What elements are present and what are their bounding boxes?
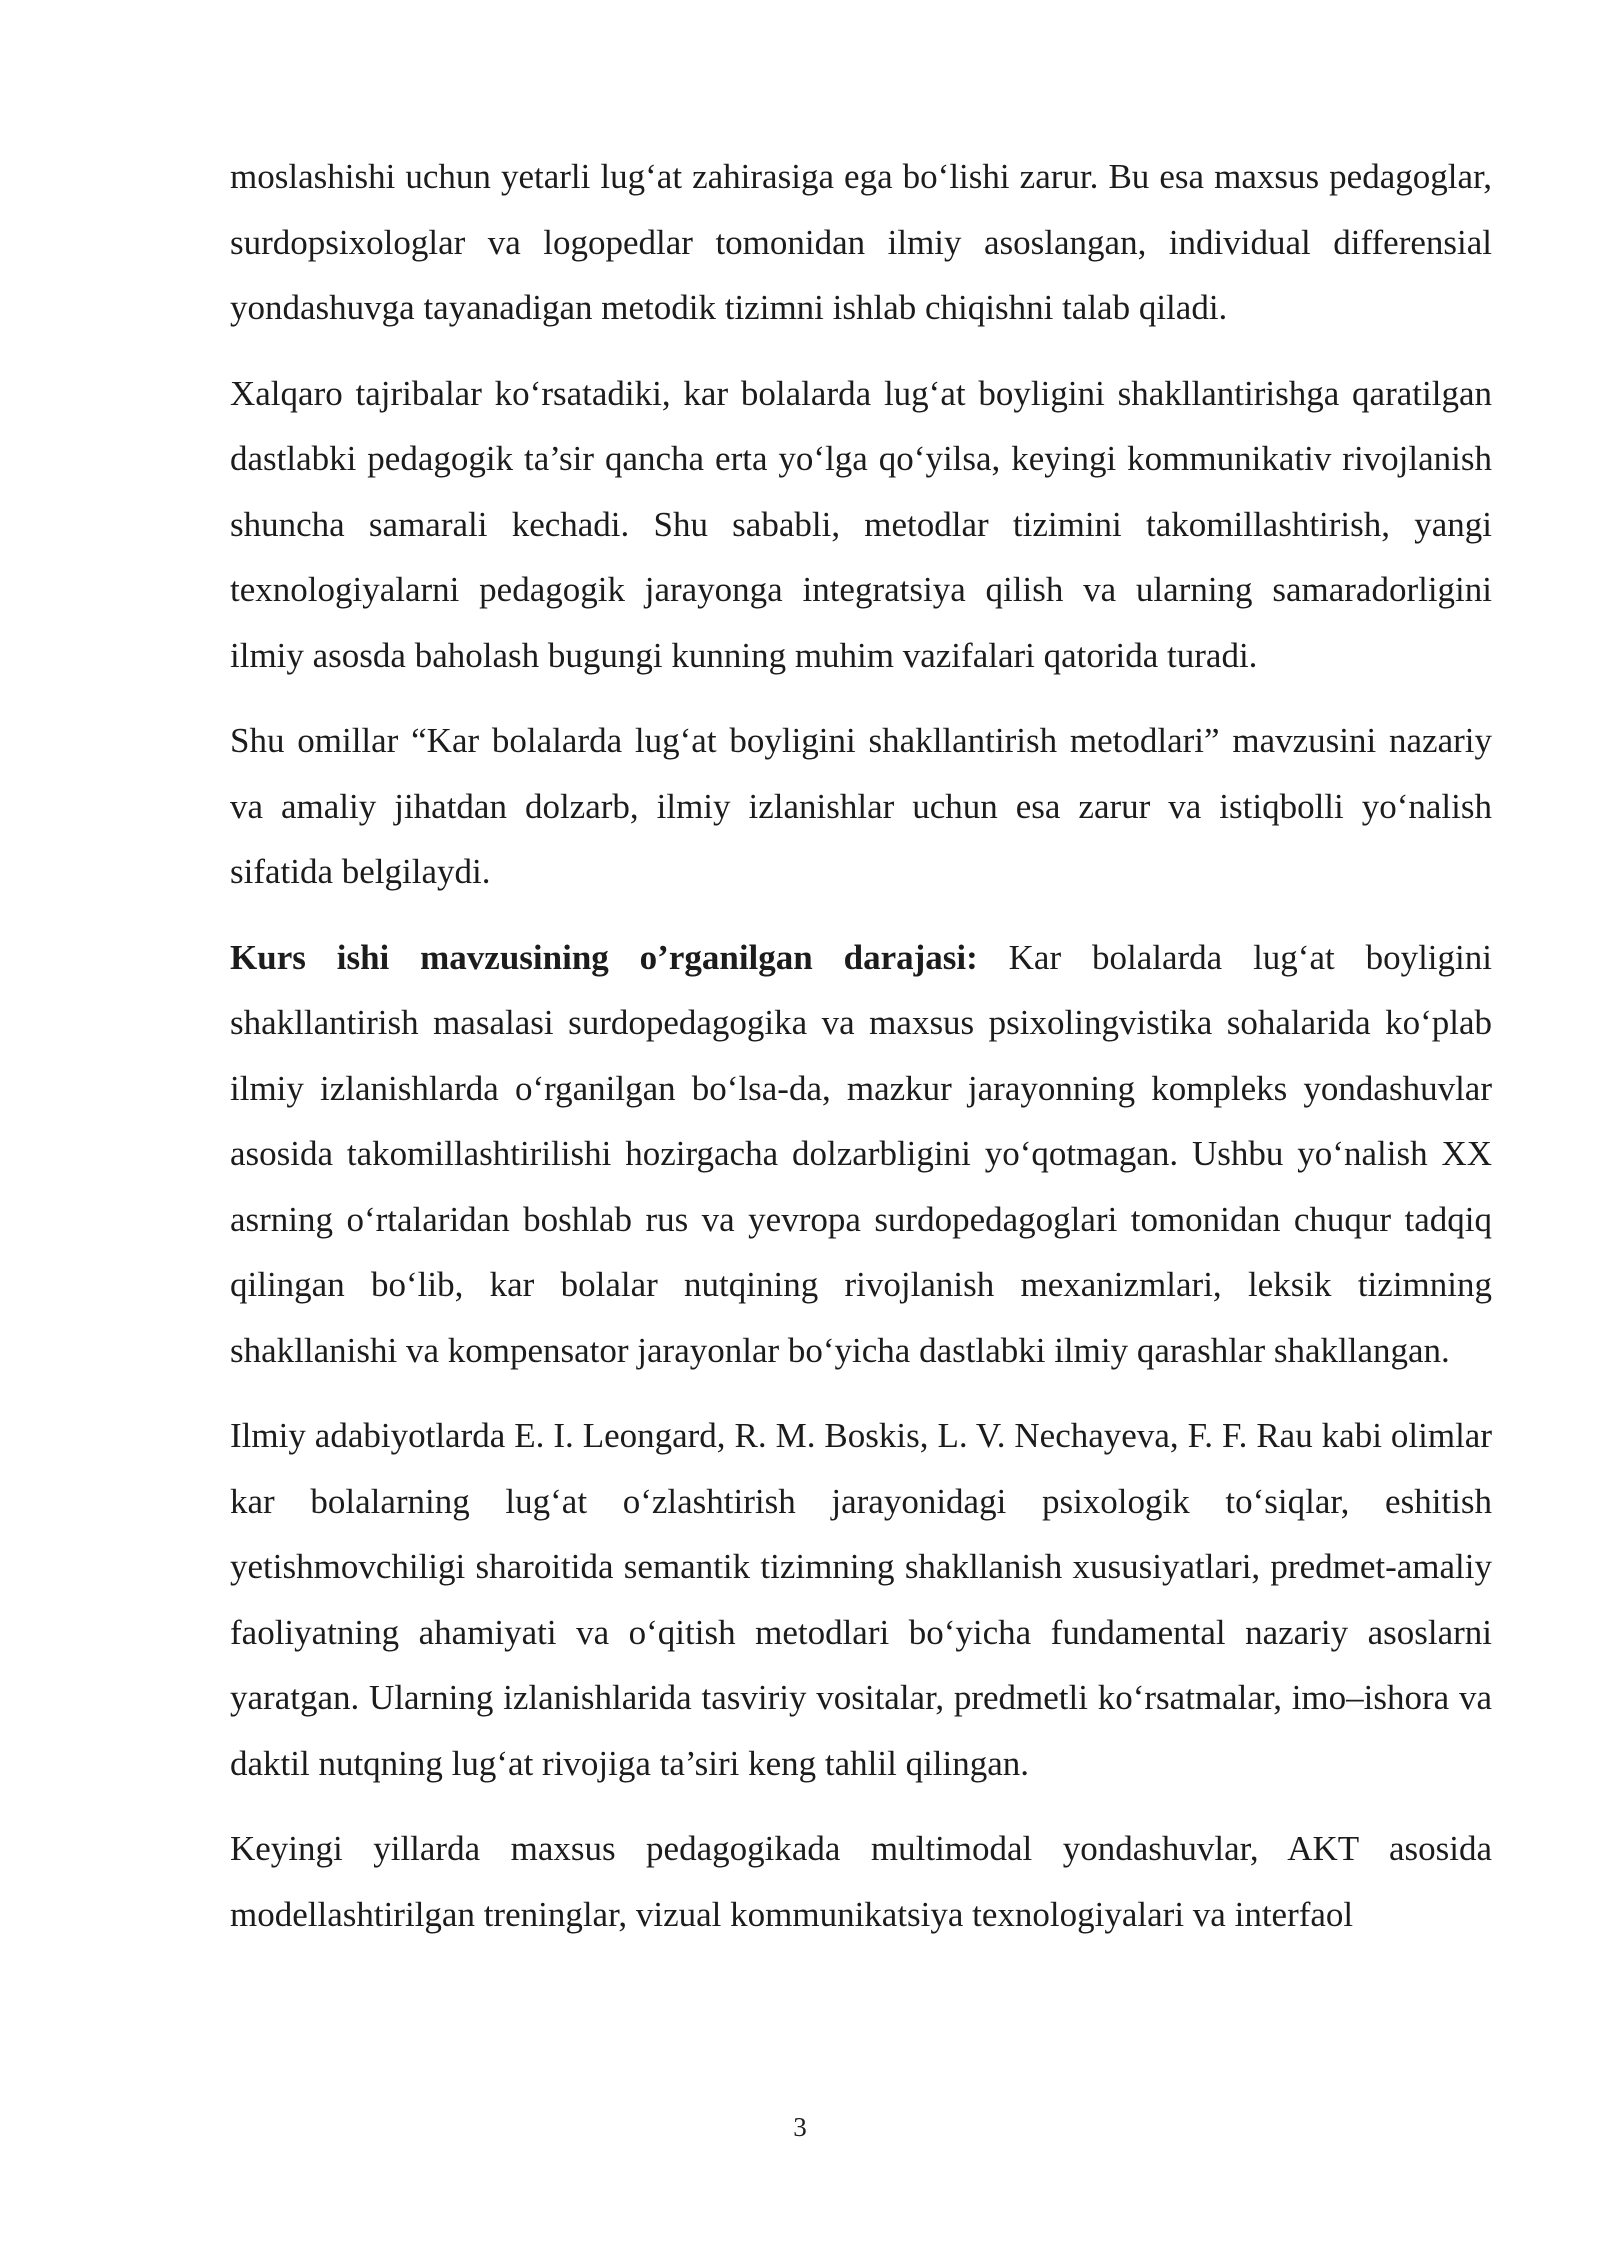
body-text [230,144,1492,1967]
paragraph-2-text: Xalqaro tajribalar ko‘rsatadiki, kar bolalarda lug‘at boyligini shakllantirishga qaratilgan dastlabki pedagogik ta’sir qancha erta yo‘lga qo‘yilsa, keyingi kommunikativ rivojlanish shuncha samarali kechadi. Shu sababli, metodlar tizimini takomillashtirish, yangi texnologiyalarni pedagogik jarayonga integratsiya qilish va ularning samaradorligini ilmiy asosda baholash bugungi kunning muhim vazifalari qatorida turadi. [230,373,1492,675]
paragraph-3 [230,708,1492,905]
page-number: 3 [793,2112,807,2142]
paragraph-5 [230,1403,1492,1796]
paragraph-4-text: Kar bolalarda lug‘at boyligini shakllantirish masalasi surdopedagogika va maxsus psixolingvistika sohalarida ko‘plab ilmiy izlanishlarda o‘rganilgan bo‘lsa-da, mazkur jarayonning kompleks yondashuvlar asosida takomillashtirilishi hozirgacha dolzarbligini yo‘qotmagan. Ushbu yo‘nalish XX asrning o‘rtalaridan boshlab rus va yevropa surdopedagoglari tomonidan chuqur tadqiq qilingan bo‘lib, kar bolalar nutqining rivojlanish mexanizmlari, leksik tizimning shakllanishi va kompensator jarayonlar bo‘yicha dastlabki ilmiy qarashlar shakllangan. [230,937,1492,1370]
paragraph-4-lead: Kurs ishi mavzusining o’rganilgan darajasi: [230,937,978,977]
paragraph-5-text: Ilmiy adabiyotlarda E. I. Leongard, R. M. Boskis, L. V. Nechayeva, F. F. Rau kabi olimlar kar bolalarning lug‘at o‘zlashtirish jarayonidagi psixologik to‘siqlar, eshitish yetishmovchiligi sharoitida semantik tizimning shakllanish xususiyatlari, predmet-amaliy faoliyatning ahamiyati va o‘qitish metodlari bo‘yicha fundamental nazariy asoslarni yaratgan. Ularning izlanishlarida tasviriy vositalar, predmetli ko‘rsatmalar, imo–ishora va daktil nutqning lug‘at rivojiga ta’siri keng tahlil qilingan. [230,1416,1492,1783]
paragraph-6 [230,1816,1492,1947]
paragraph-1-text: moslashishi uchun yetarli lug‘at zahirasiga ega bo‘lishi zarur. Bu esa maxsus pedagoglar, surdopsixologlar va logopedlar tomonidan ilmiy asoslangan, individual differensial yondashuvga tayanadigan metodik tizimni ishlab chiqishni talab qiladi. [230,157,1492,327]
paragraph-6-text: Keyingi yillarda maxsus pedagogikada multimodal yondashuvlar, AKT asosida modellashtirilgan treninglar, vizual kommunikatsiya texnologiyalari va interfaol [230,1829,1492,1934]
paragraph-1 [230,144,1492,341]
paragraph-3-text: Shu omillar “Kar bolalarda lug‘at boyligini shakllantirish metodlari” mavzusini nazariy va amaliy jihatdan dolzarb, ilmiy izlanishlar uchun esa zarur va istiqbolli yo‘nalish sifatida belgilaydi. [230,721,1492,891]
paragraph-4 [230,925,1492,1384]
paragraph-2 [230,361,1492,689]
